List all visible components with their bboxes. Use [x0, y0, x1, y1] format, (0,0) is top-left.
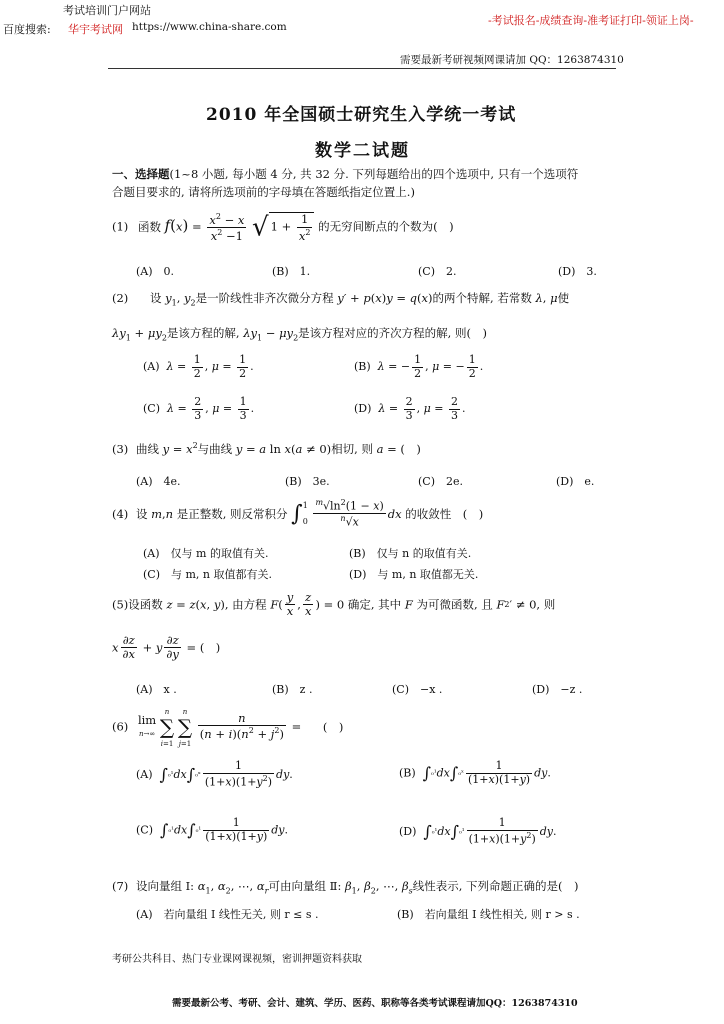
q1-option-d[interactable]: (D) 3.	[558, 265, 597, 278]
q5-line2-suffix: ( )	[199, 640, 221, 655]
q3-option-d[interactable]: (D) e.	[556, 475, 595, 488]
q2-option-d[interactable]: (D) λ = $\frac{2}{3}$ , μ = $\frac{2}{3}$ .	[354, 395, 466, 422]
q5-text-2: , 由方程	[224, 597, 267, 612]
q4-integral: ∫ 1 0 $\frac{^m√\ln^2(1 - x)}{^n√x}$ dx	[291, 498, 402, 529]
q6-suffix: ( )	[322, 719, 344, 734]
q5-text-1: 设函数	[128, 597, 163, 612]
question-4: (4) 设 m,n 是正整数, 则反常积分 ∫ 1 0 $\frac{^m√\ln^2(1 - x)}{^n√x}$ dx 的收敛性 ( )	[112, 498, 484, 529]
q7-text-2: 可由向量组	[268, 879, 326, 893]
site-name: 考试培训门户网站	[63, 4, 151, 17]
q2-text-2: 是一阶线性非齐次微分方程	[195, 291, 334, 305]
q2-option-b-label: (B)	[354, 360, 371, 374]
q2-text-6: 是该方程对应的齐次方程的解, 则( )	[298, 326, 487, 340]
q6-number: (6)	[112, 719, 129, 734]
q4-option-b[interactable]: (B) 仅与 n 的取值有关.	[349, 547, 472, 560]
question-2: (2) 设 $y_1$, $y_2$是一阶线性非齐次微分方程 y′ + p(x)y = q(x)的两个特解, 若常数 λ, μ使	[112, 291, 570, 308]
q5-option-b[interactable]: (B) z .	[272, 683, 313, 696]
q5-text-4: 为可微函数, 且	[416, 597, 493, 612]
q7-option-b[interactable]: (B) 若向量组 I 线性相关, 则 r > s .	[397, 908, 580, 921]
question-2-line2: $\lambda y_1 + \mu y_2$是该方程的解, $\lambda y_1 - \mu y_2$是该方程对应的齐次方程的解, 则( )	[112, 326, 487, 343]
q2-text-5: 是该方程的解,	[166, 326, 240, 340]
question-3: (3) 曲线 $y = x^2$与曲线 y = a ln x(a ≠ 0)相切, 则 a = ( )	[112, 441, 421, 456]
q6-option-c[interactable]: (C) ∫₀¹dx∫₀¹ $\frac{1}{(1+x)(1+y)}$ dy.	[136, 816, 289, 843]
q3-option-a[interactable]: (A) 4e.	[136, 475, 181, 488]
q1-option-b[interactable]: (B) 1.	[272, 265, 311, 278]
q7-text-1: 设向量组	[135, 879, 182, 893]
q5-option-c[interactable]: (C) −x .	[392, 683, 443, 696]
footer-bottom: 需要最新公考、考研、会计、建筑、学历、医药、职称等各类考试课程请加QQ：1263874310	[172, 998, 578, 1009]
q6-option-a-label: (A)	[136, 767, 153, 781]
q5-option-a[interactable]: (A) x .	[136, 683, 177, 696]
footer-note: 考研公共科目、热门专业课网课视频，密训押题资料获取	[112, 954, 362, 965]
q1-option-a[interactable]: (A) 0.	[136, 265, 175, 278]
q3-text-3: 相切, 则	[331, 442, 373, 456]
q4-text-3: 的收敛性 ( )	[405, 506, 484, 521]
q6-option-b[interactable]: (B) ∫₀¹dx∫₀ˣ $\frac{1}{(1+x)(1+y)}$ dy.	[399, 759, 551, 786]
exam-title: 2010 年全国硕士研究生入学统一考试	[206, 105, 517, 125]
question-5-line2: x $\frac{\partial z}{\partial x}$ + y $\frac{\partial z}{\partial y}$ = ( )	[112, 633, 221, 662]
q2-option-a-label: (A)	[143, 360, 160, 374]
q1-number: (1)	[112, 219, 129, 234]
q3-text-2: 与曲线	[197, 442, 233, 456]
question-1	[112, 212, 454, 243]
q1-option-c[interactable]: (C) 2.	[418, 265, 457, 278]
q1-formula: f(x) = $\frac{x^2 - x}{x^2 -1}$ √ 1 + $\frac{1}{x^2}$	[165, 212, 315, 243]
section-heading-bold: 一、选择题	[112, 167, 170, 181]
q2-text-3: 的两个特解, 若常数	[432, 291, 532, 305]
header-rule	[108, 68, 616, 69]
q4-text-2: 是正整数, 则反常积分	[176, 506, 288, 521]
q4-number: (4)	[112, 506, 129, 521]
q2-option-d-label: (D)	[354, 402, 372, 416]
question-5: (5)设函数 z = z(x, y), 由方程 F( $\frac{y}{x}$ , $\frac{z}{x}$ ) = 0 确定, 其中 F 为可微函数, 且 F2′ ≠ 0, 则	[112, 590, 556, 619]
q4-option-a[interactable]: (A) 仅与 m 的取值有关.	[143, 547, 269, 560]
question-6	[112, 705, 343, 748]
q2-option-b[interactable]: (B) λ = − $\frac{1}{2}$ , μ = − $\frac{1}{2}$ .	[354, 353, 484, 380]
q2-text-1: 设	[149, 291, 162, 305]
q4-option-d[interactable]: (D) 与 m, n 取值都无关.	[349, 568, 479, 581]
q6-option-b-label: (B)	[399, 766, 416, 780]
q7-text-3: 线性表示, 下列命题正确的是( )	[412, 879, 579, 893]
site-url-link[interactable]: https://www.china-share.com	[132, 21, 287, 33]
q3-text-4: ( )	[400, 442, 421, 456]
q2-option-a[interactable]: (A) λ = $\frac{1}{2}$ , μ = $\frac{1}{2}$ .	[143, 353, 254, 380]
q6-option-a[interactable]: (A) ∫₀¹dx∫₀ˣ $\frac{1}{(1+x)(1+y^2)}$ dy.	[136, 759, 293, 789]
nav-links[interactable]: -考试报名-成绩查询-准考证打印-领证上岗-	[488, 14, 694, 27]
search-term-link[interactable]: 华宇考试网	[68, 23, 123, 36]
q4-option-c[interactable]: (C) 与 m, n 取值都有关.	[143, 568, 272, 581]
q2-text-4: 使	[557, 291, 570, 305]
q5-text-5: , 则	[536, 597, 556, 612]
q5-text-3: 确定, 其中	[347, 597, 402, 612]
q3-option-b[interactable]: (B) 3e.	[285, 475, 330, 488]
section-heading-text: (1~8 小题, 每小题 4 分, 共 32 分. 下列每题给出的四个选项中, 只有一个选项符	[169, 167, 579, 181]
contact-qq: 需要最新考研视频网课请加 QQ：1263874310	[400, 54, 624, 66]
q7-option-a[interactable]: (A) 若向量组 I 线性无关, 则 r ≤ s .	[136, 908, 319, 921]
question-7: (7) 设向量组 Ⅰ: $\alpha_1$, $\alpha_2$, ⋯, $\alpha_r$可由向量组 Ⅱ: $\beta_1$, $\beta_2$, ⋯, $\beta_s$线性表示, 下列命题正确的是( )	[112, 879, 579, 896]
q2-number: (2)	[112, 291, 129, 305]
q4-text-1: 设	[135, 506, 148, 521]
q2-option-c[interactable]: (C) λ = $\frac{2}{3}$ , μ = $\frac{1}{3}$ .	[143, 395, 255, 422]
section-heading-line2: 合题目要求的, 请将所选项前的字母填在答题纸指定位置上.)	[112, 185, 415, 199]
q6-option-d-label: (D)	[399, 824, 417, 838]
q6-option-d[interactable]: (D) ∫₀¹dx∫₀¹ $\frac{1}{(1+x)(1+y^2)}$ dy.	[399, 816, 557, 846]
search-prefix: 百度搜索:	[3, 23, 51, 36]
q3-option-c[interactable]: (C) 2e.	[418, 475, 464, 488]
q6-formula: lim n→∞ n ∑ i=1 n ∑ j=1 $\frac{n}{(n + i)(n^2 + j^2)}$ =	[137, 708, 302, 748]
q5-number: (5)	[112, 597, 129, 612]
q2-option-c-label: (C)	[143, 402, 160, 416]
exam-subtitle: 数学二试题	[315, 141, 410, 161]
q6-option-c-label: (C)	[136, 823, 153, 837]
q1-prefix: 函数	[137, 219, 161, 234]
q1-suffix: 的无穷间断点的个数为( )	[318, 219, 454, 234]
q5-option-d[interactable]: (D) −z .	[532, 683, 583, 696]
q7-number: (7)	[112, 879, 129, 893]
q3-text-1: 曲线	[135, 442, 159, 456]
q3-number: (3)	[112, 442, 129, 456]
section-heading	[112, 166, 578, 182]
